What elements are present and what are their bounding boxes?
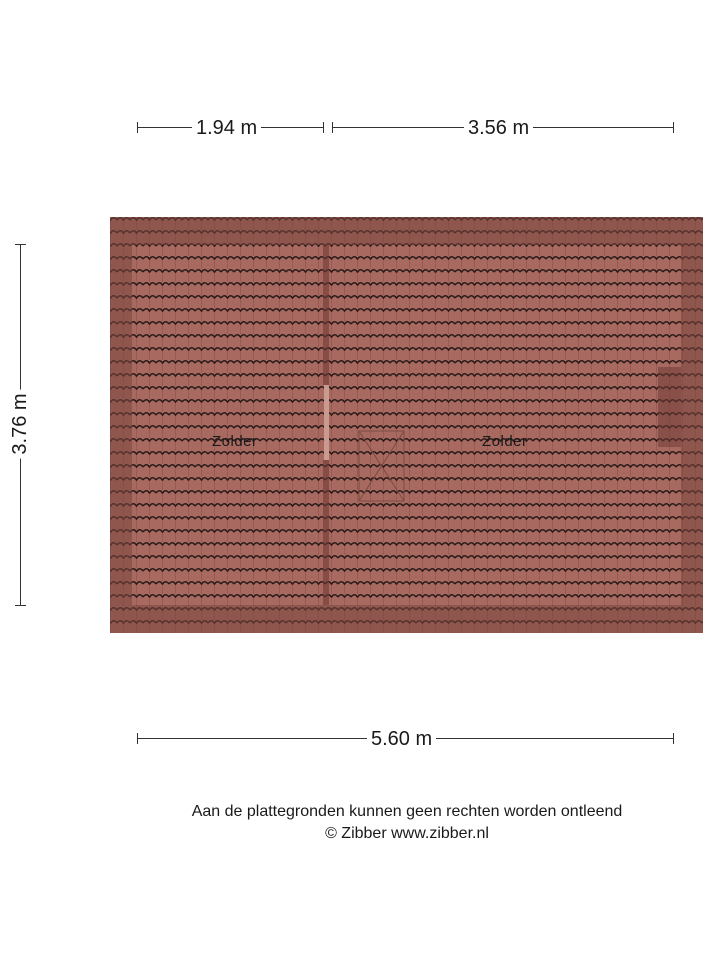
chimney-block bbox=[658, 367, 681, 447]
wall-lower bbox=[323, 460, 329, 605]
dimension-label-bottom: 5.60 m bbox=[367, 729, 436, 749]
roof-tiles bbox=[110, 217, 703, 633]
dimension-tick bbox=[673, 733, 674, 744]
roof-area bbox=[110, 217, 703, 633]
roof-edge-top bbox=[110, 217, 703, 245]
roof-edge-bottom bbox=[110, 605, 703, 633]
wall-upper bbox=[323, 245, 329, 385]
dimension-label-left: 3.76 m bbox=[10, 389, 30, 458]
copyright-text: © Zibber www.zibber.nl bbox=[325, 825, 489, 842]
doorway bbox=[324, 385, 329, 460]
room-label-left: Zolder bbox=[212, 433, 258, 450]
disclaimer-text: Aan de plattegronden kunnen geen rechten worden ontleend bbox=[191, 803, 623, 820]
dimension-label-top-right: 3.56 m bbox=[464, 118, 533, 138]
roof-edge-left bbox=[110, 245, 132, 605]
roof-edge-right bbox=[681, 245, 703, 605]
dimension-label-top-left: 1.94 m bbox=[192, 118, 261, 138]
room-label-right: Zolder bbox=[482, 433, 528, 450]
